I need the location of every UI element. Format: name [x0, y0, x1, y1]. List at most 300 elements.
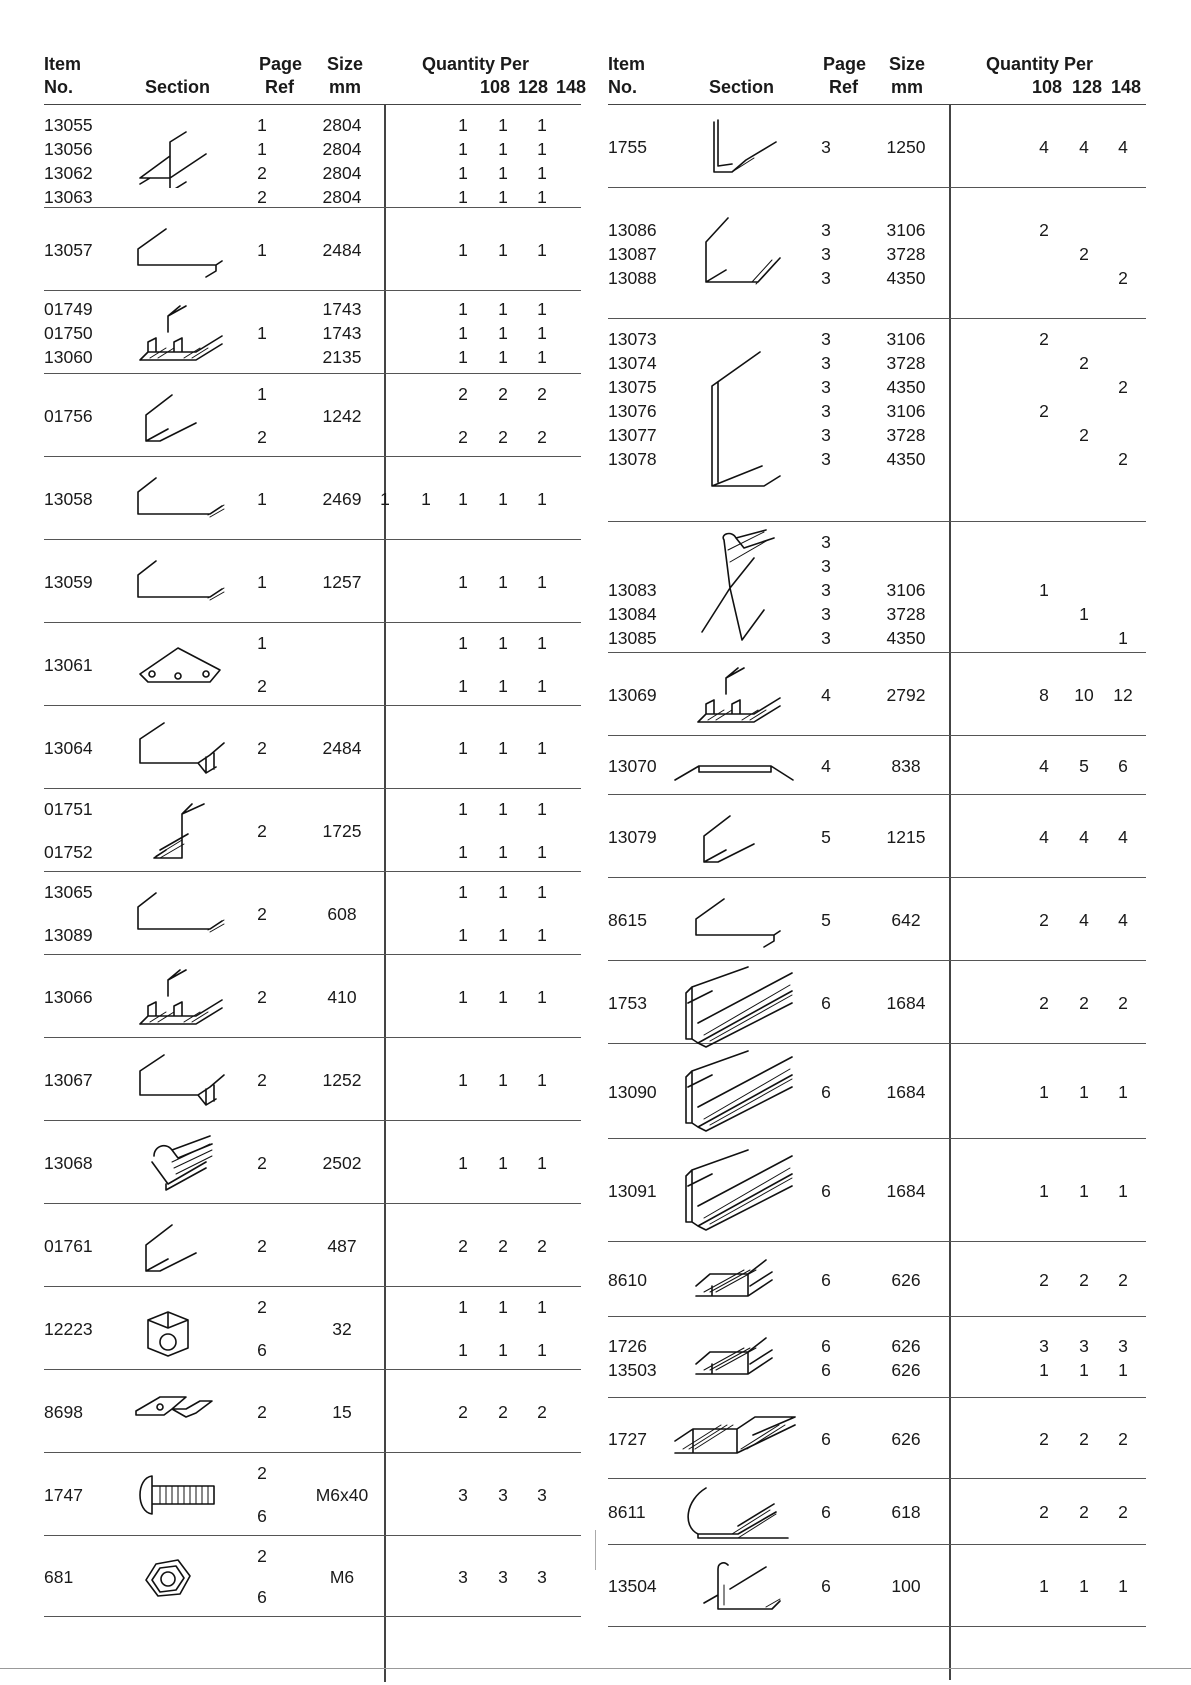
quantity-cell: 1 [458, 239, 468, 260]
page-ref: 1 [257, 115, 267, 135]
quantity-cell: 2 [1039, 909, 1049, 930]
item-number: 1755 [608, 136, 647, 157]
page-ref: 1 [257, 239, 267, 260]
page-ref: 6 [821, 1359, 831, 1380]
quantity-cell: 4 [1079, 909, 1089, 930]
quantity-cell: 1 [498, 986, 508, 1007]
page-ref: 3 [821, 219, 831, 240]
quantity-cell: 2 [1039, 1428, 1049, 1449]
page-ref: 3 [821, 580, 831, 600]
quantity-cell: 1 [498, 842, 508, 862]
quantity-cell: 1 [498, 737, 508, 758]
item-number: 13090 [608, 1081, 657, 1102]
quantity-cell: 12 [1113, 684, 1133, 705]
quantity-cell: 2 [498, 427, 508, 447]
page-ref: 2 [257, 1069, 267, 1090]
quantity-cell: 1 [537, 1152, 547, 1173]
quantity-cell: 1 [537, 488, 547, 509]
table-row [608, 795, 1146, 878]
quantity-cell: 4 [1118, 826, 1128, 847]
header-q108: 108 [480, 77, 511, 97]
table-row [44, 623, 581, 706]
header-mm: mm [891, 77, 924, 97]
size-mm: 1257 [322, 571, 362, 592]
quantity-cell: 1 [537, 571, 547, 592]
header-mm: mm [329, 77, 362, 97]
table-row [44, 1370, 581, 1453]
header-q148: 148 [556, 77, 587, 97]
header-q128: 128 [1072, 77, 1103, 97]
item-number: 13086 [608, 219, 657, 240]
header-q148: 148 [1111, 77, 1142, 97]
section-ridge-tall-icon [684, 528, 784, 648]
quantity-cell: 3 [537, 1484, 547, 1505]
page-ref: 1 [257, 488, 267, 509]
size-mm: 32 [332, 1318, 352, 1339]
quantity-cell: 1 [1039, 580, 1049, 600]
size-mm: 100 [891, 1576, 921, 1596]
table-row [608, 522, 1146, 653]
table-row [44, 955, 581, 1038]
quantity-cell: 3 [458, 1484, 468, 1505]
size-mm: 2804 [322, 163, 362, 183]
table-row [44, 706, 581, 789]
rows-left [44, 105, 581, 1617]
quantity-cell: 1 [498, 115, 508, 135]
section-track-short-icon [688, 1330, 780, 1386]
quantity-cell: 1 [1039, 1081, 1049, 1102]
page-ref: 3 [821, 532, 831, 552]
page-ref: 3 [821, 556, 831, 576]
quantity-cell: 2 [537, 1401, 547, 1422]
item-number: 13078 [608, 449, 657, 469]
section-angle-channel-icon [126, 1215, 226, 1277]
quantity-cell: 1 [498, 925, 508, 945]
quantity-cell: 1 [537, 799, 547, 819]
table-row [44, 1536, 581, 1617]
table-row [608, 1242, 1146, 1317]
item-number: 13057 [44, 239, 93, 260]
quantity-cell: 3 [537, 1566, 547, 1587]
header-section: Section [709, 77, 775, 97]
page-ref: 5 [821, 826, 831, 847]
item-number: 13073 [608, 329, 657, 349]
quantity-cell: 1 [458, 925, 468, 945]
quantity-cell: 2 [1039, 1502, 1049, 1522]
size-mm: 1242 [322, 405, 362, 426]
header-section: Section [145, 77, 211, 97]
table-row [44, 1287, 581, 1370]
quantity-cell: 2 [1079, 243, 1089, 264]
size-mm: 2804 [322, 187, 362, 207]
item-number: 01751 [44, 799, 93, 819]
size-mm: M6x40 [315, 1484, 369, 1505]
size-mm: M6 [329, 1566, 355, 1587]
item-number: 13076 [608, 401, 657, 421]
quantity-cell: 1 [1039, 1180, 1049, 1201]
quantity-cell: 1 [498, 1069, 508, 1090]
size-mm: 626 [891, 1335, 921, 1356]
item-number: 8611 [608, 1502, 646, 1522]
section-gusset-plate-icon [126, 634, 226, 696]
quantity-cell: 8 [1039, 684, 1049, 705]
item-number: 01761 [44, 1235, 93, 1256]
size-mm: 2135 [322, 346, 362, 367]
page-ref: 2 [257, 1401, 267, 1422]
quantity-cell: 4 [1079, 826, 1089, 847]
section-long-rail-icon [672, 1146, 796, 1236]
page-ref: 6 [821, 1576, 831, 1596]
section-channel-lip-icon [126, 468, 226, 530]
table-row [44, 1453, 581, 1536]
quantity-cell: 1 [537, 1069, 547, 1090]
item-number: 13087 [608, 243, 657, 264]
quantity-cell: 1 [537, 842, 547, 862]
table-row [44, 208, 581, 291]
table-row [608, 1317, 1146, 1398]
quantity-cell: 2 [1039, 219, 1049, 240]
quantity-cell: 2 [458, 427, 468, 447]
quantity-cell: 2 [498, 1401, 508, 1422]
quantity-cell: 1 [498, 322, 508, 343]
page-ref: 3 [821, 425, 831, 445]
quantity-cell: 1 [498, 163, 508, 183]
size-mm: 618 [891, 1502, 921, 1522]
section-cross-bracket-icon [126, 126, 226, 188]
quantity-cell: 4 [1118, 136, 1128, 157]
quantity-cell: 3 [498, 1566, 508, 1587]
header-page: Page [259, 54, 303, 74]
page-ref: 2 [257, 427, 267, 447]
size-mm: 3106 [886, 219, 926, 240]
quantity-cell: 1 [537, 676, 547, 696]
header-size: Size [889, 54, 926, 74]
item-number: 01756 [44, 405, 93, 426]
quantity-cell: 2 [1079, 1428, 1089, 1449]
table-row [44, 1204, 581, 1287]
header-no: No. [608, 77, 637, 97]
quantity-cell: 3 [1079, 1335, 1089, 1356]
header-ref: Ref [829, 77, 859, 97]
page-ref: 3 [821, 377, 831, 397]
size-mm: 3106 [886, 580, 926, 600]
quantity-cell: 1 [537, 882, 547, 902]
quantity-cell: 1 [537, 1340, 547, 1360]
panel-divider [595, 1530, 596, 1570]
section-channel-tall-icon [684, 214, 784, 294]
item-number: 1753 [608, 992, 647, 1013]
header-item: Item [44, 54, 82, 74]
quantity-cell: 4 [1039, 826, 1049, 847]
table-row [608, 1479, 1146, 1545]
page-ref: 3 [821, 449, 831, 469]
quantity-cell: 1 [498, 298, 508, 319]
page-ref: 6 [821, 1502, 831, 1522]
size-mm: 1252 [322, 1069, 362, 1090]
section-tall-angle-icon [684, 346, 784, 496]
quantity-cell: 1 [537, 239, 547, 260]
quantity-cell: 2 [1118, 1428, 1128, 1449]
quantity-cell: 1 [458, 163, 468, 183]
section-channel-long-icon [684, 889, 784, 951]
item-number: 13091 [608, 1180, 657, 1201]
table-header [44, 50, 587, 105]
quantity-cell: 2 [1118, 267, 1128, 288]
quantity-cell: 2 [458, 1235, 468, 1256]
section-square-nut-icon [126, 1298, 226, 1360]
page-ref: 6 [257, 1506, 267, 1526]
quantity-cell: 1 [1039, 1359, 1049, 1380]
quantity-cell: 2 [1118, 449, 1128, 469]
page-ref: 2 [257, 1235, 267, 1256]
quantity-cell: 1 [537, 322, 547, 343]
section-bolt-icon [126, 1464, 226, 1526]
size-mm: 1250 [886, 136, 926, 157]
header-q128: 128 [518, 77, 549, 97]
page-ref: 2 [257, 903, 267, 924]
rows-right [608, 105, 1146, 1627]
section-track-double-icon [671, 1409, 797, 1469]
page-ref: 2 [257, 1297, 267, 1317]
table-row [608, 961, 1146, 1044]
quantity-cell: 2 [1118, 1502, 1128, 1522]
page-ref: 2 [257, 820, 267, 841]
quantity-cell: 1 [498, 676, 508, 696]
page-ref: 1 [257, 139, 267, 159]
item-number: 13079 [608, 826, 657, 847]
header-quantity: Quantity Per [986, 54, 1094, 74]
quantity-cell: 10 [1074, 684, 1094, 705]
page-ref: 4 [821, 684, 831, 705]
size-mm: 3728 [886, 604, 926, 624]
table-row [608, 1398, 1146, 1479]
quantity-cell: 2 [1118, 992, 1128, 1013]
page-ref: 2 [257, 1152, 267, 1173]
table-header [608, 50, 1146, 105]
size-mm: 3106 [886, 401, 926, 421]
quantity-cell: 3 [1118, 1335, 1128, 1356]
page-ref: 2 [257, 187, 267, 207]
item-number: 8610 [608, 1269, 647, 1290]
section-rail-assembly-icon [684, 664, 784, 726]
quantity-cell: 1 [537, 139, 547, 159]
page-ref: 1 [257, 322, 267, 343]
quantity-cell: 1 [498, 1297, 508, 1317]
page-ref: 6 [257, 1587, 267, 1607]
size-mm: 2484 [322, 737, 362, 758]
section-long-rail-icon [672, 963, 796, 1053]
quantity-cell: 1 [1079, 604, 1089, 624]
table-row [608, 1044, 1146, 1139]
quantity-cell: 1 [458, 882, 468, 902]
quantity-cell: 1 [1118, 628, 1128, 648]
page-ref: 3 [821, 267, 831, 288]
quantity-cell: 1 [458, 986, 468, 1007]
quantity-cell: 1 [498, 239, 508, 260]
quantity-cell: 2 [458, 384, 468, 404]
quantity-cell: 1 [458, 633, 468, 653]
page-bottom-rule [0, 1668, 1191, 1669]
quantity-cell: 1 [498, 488, 508, 509]
page-ref: 4 [821, 755, 831, 776]
quantity-cell: 1 [498, 633, 508, 653]
page-ref: 3 [821, 628, 831, 648]
table-row [44, 374, 581, 457]
item-number: 13088 [608, 267, 657, 288]
page-ref: 2 [257, 737, 267, 758]
quantity-cell: 1 [537, 986, 547, 1007]
item-number: 13070 [608, 755, 657, 776]
table-row [608, 1545, 1146, 1627]
quantity-cell: 2 [1079, 353, 1089, 373]
section-rail-assembly-icon [126, 966, 226, 1028]
quantity-cell: 1 [498, 1340, 508, 1360]
quantity-cell: 1 [498, 571, 508, 592]
item-number: 13055 [44, 115, 93, 135]
table-row [44, 291, 581, 374]
quantity-cell: 1 [458, 1152, 468, 1173]
item-number: 13084 [608, 604, 657, 624]
quantity-cell: 2 [1039, 401, 1049, 421]
page-ref: 3 [821, 353, 831, 373]
page-ref: 2 [257, 163, 267, 183]
size-mm: 1215 [886, 826, 926, 847]
quantity-cell: 1 [537, 298, 547, 319]
item-number: 13074 [608, 353, 657, 373]
quantity-cell: 2 [1039, 329, 1049, 349]
section-track-short-icon [688, 1252, 780, 1308]
quantity-cell: 2 [537, 427, 547, 447]
quantity-cell: 1 [458, 799, 468, 819]
quantity-cell: 6 [1118, 755, 1128, 776]
size-mm: 1743 [322, 322, 362, 343]
quantity-cell: 1 [537, 115, 547, 135]
quantity-cell: 1 [1118, 1576, 1128, 1596]
quantity-cell: 1 [458, 322, 468, 343]
section-long-rail-icon [672, 1047, 796, 1137]
size-mm: 4350 [886, 267, 926, 288]
quantity-cell: 1 [537, 925, 547, 945]
quantity-cell: 1 [1118, 1359, 1128, 1380]
section-hook-track-icon [678, 1482, 790, 1542]
size-mm: 3106 [886, 329, 926, 349]
quantity-cell: 1 [1079, 1081, 1089, 1102]
quantity-cell: 1 [537, 737, 547, 758]
section-z-angle-icon [684, 116, 784, 178]
section-ridge-cap-icon [126, 1132, 226, 1194]
size-mm: 2502 [322, 1152, 362, 1173]
quantity-cell: 2 [1118, 1269, 1128, 1290]
page-ref: 6 [821, 1335, 831, 1356]
table-row [44, 1121, 581, 1204]
size-mm: 626 [891, 1428, 921, 1449]
item-number: 13068 [44, 1152, 93, 1173]
quantity-cell: 4 [1118, 909, 1128, 930]
size-mm: 4350 [886, 628, 926, 648]
size-mm: 626 [891, 1359, 921, 1380]
size-mm: 626 [891, 1269, 921, 1290]
item-number: 1747 [44, 1484, 83, 1505]
table-row [44, 457, 581, 540]
quantity-cell: 1 [458, 488, 468, 509]
item-number: 13069 [608, 684, 657, 705]
section-post-angle-icon [126, 800, 226, 862]
parts-table-left [44, 50, 587, 1617]
quantity-cell: 1 [380, 488, 390, 509]
page-ref: 3 [821, 604, 831, 624]
size-mm: 3728 [886, 425, 926, 445]
table-row [608, 878, 1146, 961]
page-ref: 6 [821, 992, 831, 1013]
header-size: Size [327, 54, 364, 74]
quantity-cell: 1 [537, 187, 547, 207]
quantity-cell: 1 [1118, 1180, 1128, 1201]
item-number: 13504 [608, 1576, 657, 1596]
quantity-cell: 1 [498, 799, 508, 819]
quantity-cell: 1 [421, 488, 431, 509]
section-hex-nut-icon [126, 1546, 226, 1608]
item-number: 13064 [44, 737, 93, 758]
size-mm: 2792 [886, 684, 926, 705]
parts-table-right [608, 50, 1146, 1627]
table-row [608, 1139, 1146, 1242]
size-mm: 838 [891, 755, 921, 776]
header-quantity: Quantity Per [422, 54, 530, 74]
item-number: 1726 [608, 1335, 647, 1356]
size-mm: 2484 [322, 239, 362, 260]
section-channel-lip-icon [126, 883, 226, 945]
page-ref: 6 [821, 1269, 831, 1290]
page-ref: 2 [257, 986, 267, 1007]
table-row [44, 872, 581, 955]
header-q108: 108 [1032, 77, 1063, 97]
quantity-cell: 2 [1118, 377, 1128, 397]
size-mm: 15 [332, 1401, 352, 1422]
page-ref: 3 [821, 329, 831, 349]
item-number: 01750 [44, 322, 93, 343]
size-mm: 1684 [886, 992, 926, 1013]
quantity-cell: 5 [1079, 755, 1089, 776]
quantity-cell: 2 [1039, 1269, 1049, 1290]
quantity-cell: 1 [458, 346, 468, 367]
quantity-cell: 1 [1079, 1576, 1089, 1596]
quantity-cell: 4 [1079, 136, 1089, 157]
quantity-cell: 1 [1079, 1180, 1089, 1201]
quantity-cell: 1 [537, 1297, 547, 1317]
item-number: 13077 [608, 425, 657, 445]
item-number: 13058 [44, 488, 93, 509]
item-number: 13062 [44, 163, 93, 183]
table-row [608, 188, 1146, 319]
table-row [44, 105, 581, 208]
size-mm: 410 [327, 986, 357, 1007]
quantity-cell: 3 [1039, 1335, 1049, 1356]
page-ref: 5 [821, 909, 831, 930]
item-number: 1727 [608, 1428, 647, 1449]
header-ref: Ref [265, 77, 295, 97]
page-ref: 1 [257, 633, 267, 653]
size-mm: 487 [327, 1235, 357, 1256]
item-number: 13503 [608, 1359, 657, 1380]
section-channel-long-icon [126, 219, 226, 281]
quantity-cell: 1 [458, 298, 468, 319]
section-rail-assembly-icon [126, 302, 226, 364]
item-number: 01749 [44, 298, 93, 319]
quantity-cell: 2 [537, 384, 547, 404]
size-mm: 1725 [322, 820, 362, 841]
page-ref: 6 [821, 1428, 831, 1449]
page-ref: 3 [821, 136, 831, 157]
